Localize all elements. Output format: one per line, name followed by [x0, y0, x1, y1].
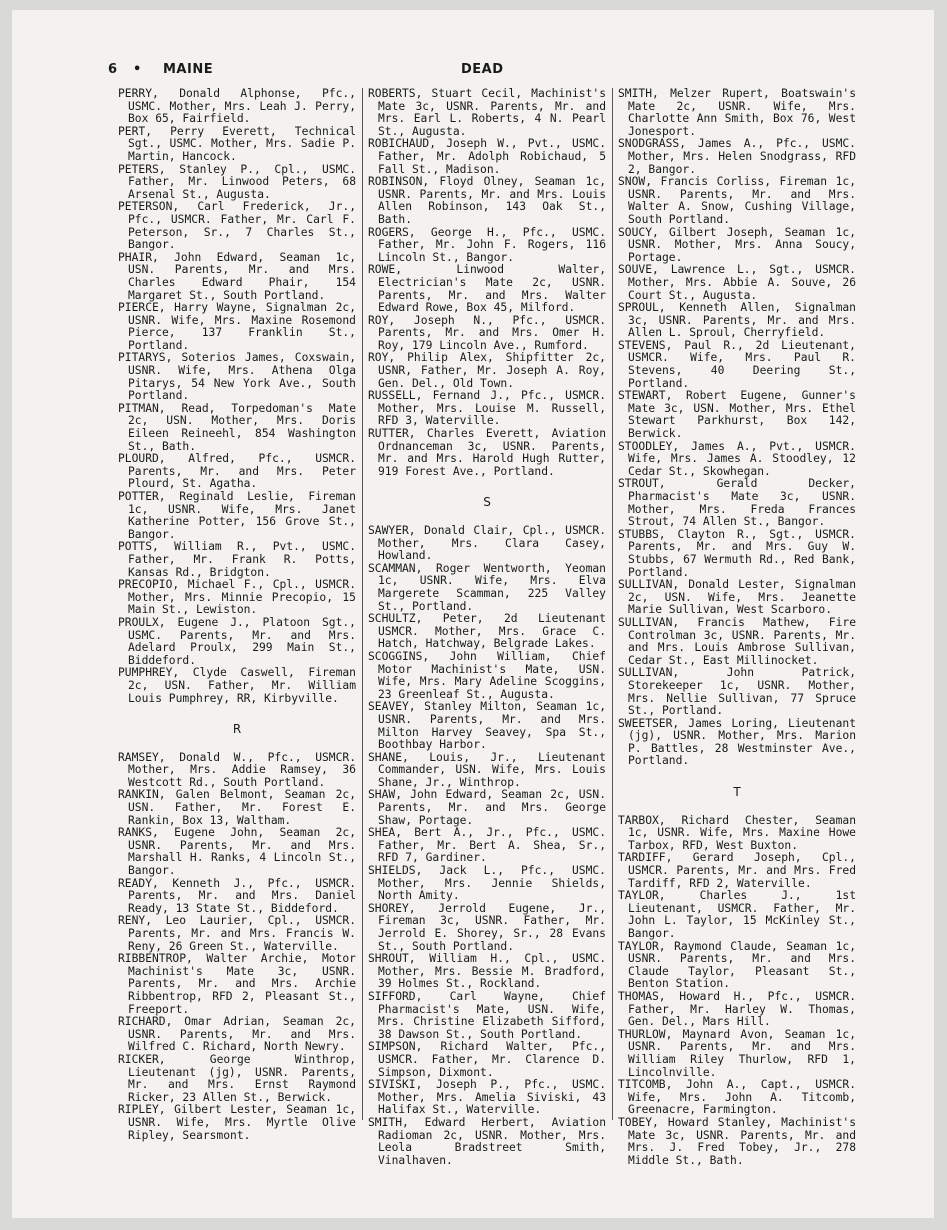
page-number: 6: [108, 62, 118, 77]
list-item: SWEETSER, James Loring, Lieutenant (jg), USNR. Mother, Mrs. Marion P. Battles, 28 Westminster Ave., Portland.: [618, 716, 856, 768]
section-letter: T: [733, 785, 741, 800]
list-item: SIMPSON, Richard Walter, Pfc., USMCR. Father, Mr. Clarence D. Simpson, Dixmont.: [368, 1040, 606, 1079]
list-item: ROY, Philip Alex, Shipfitter 2c, USNR, Father, Mr. Joseph A. Roy, Gen. Del., Old Town.: [368, 351, 606, 390]
list-item: SNOW, Francis Corliss, Fireman 1c, USNR. Parents, Mr. and Mrs. Walter A. Snow, Cushing Village, South Portland.: [618, 175, 856, 226]
list-item: SHAW, John Edward, Seaman 2c, USN. Parents, Mr. and Mrs. George Shaw, Portage.: [368, 788, 606, 827]
list-item: SHANE, Louis, Jr., Lieutenant Commander, USN. Wife, Mrs. Louis Shane, Jr., Winthrop.: [368, 750, 606, 789]
list-item: SPROUL, Kenneth Allen, Signalman 3c, USNR. Parents, Mr. and Mrs. Allen L. Sproul, Cherryfield.: [618, 301, 856, 340]
state-name: MAINE: [163, 62, 214, 77]
list-item: TARBOX, Richard Chester, Seaman 1c, USNR. Wife, Mrs. Maxine Howe Tarbox, RFD, West Buxton.: [618, 813, 856, 852]
entry-list: [118, 752, 356, 1142]
list-item: PLOURD, Alfred, Pfc., USMCR. Parents, Mr. and Mrs. Peter Plourd, St. Agatha.: [118, 452, 356, 491]
list-item: ROY, Joseph N., Pfc., USMCR. Parents, Mr. and Mrs. Omer H. Roy, 179 Lincoln Ave., Rumford.: [368, 313, 606, 352]
list-item: SAWYER, Donald Clair, Cpl., USMCR. Mother, Mrs. Clara Casey, Howland.: [368, 524, 606, 563]
list-item: POTTS, William R., Pvt., USMC. Father, Mr. Frank R. Potts, Kansas Rd., Bridgton.: [118, 540, 356, 579]
page-title: DEAD: [461, 62, 504, 77]
list-item: RANKS, Eugene John, Seaman 2c, USNR. Parents, Mr. and Mrs. Marshall H. Ranks, 4 Lincoln St., Bangor.: [118, 826, 356, 878]
list-item: STROUT, Gerald Decker, Pharmacist's Mate 3c, USNR. Mother, Mrs. Freda Frances Strout, 74 Allen St., Bangor.: [618, 477, 856, 529]
list-item: ROGERS, George H., Pfc., USMC. Father, Mr. John F. Rogers, 116 Lincoln St., Bangor.: [368, 225, 606, 264]
list-item: RUSSELL, Fernand J., Pfc., USMCR. Mother, Mrs. Louise M. Russell, RFD 3, Waterville.: [368, 389, 606, 428]
list-item: PROULX, Eugene J., Platoon Sgt., USMC. Parents, Mr. and Mrs. Adelard Proulx, 299 Main St., Biddeford.: [118, 615, 356, 667]
column-divider: [362, 88, 363, 1120]
list-item: SEAVEY, Stanley Milton, Seaman 1c, USNR. Parents, Mr. and Mrs. Milton Harvey Seavey, Spa St., Boothbay Harbor.: [368, 700, 606, 752]
list-item: STEVENS, Paul R., 2d Lieutenant, USMCR. Wife, Mrs. Paul R. Stevens, 40 Deering St., Portland.: [618, 338, 856, 390]
list-item: PIERCE, Harry Wayne, Signalman 2c, USNR. Wife, Mrs. Maxine Rosemond Pierce, 137 Franklin St., Portland.: [118, 301, 356, 352]
list-item: POTTER, Reginald Leslie, Fireman 1c, USNR. Wife, Mrs. Janet Katherine Potter, 156 Grove St., Bangor.: [118, 490, 356, 541]
list-item: ROWE, Linwood Walter, Electrician's Mate 2c, USNR. Parents, Mr. and Mrs. Walter Edward Rowe, Box 45, Milford.: [368, 263, 606, 315]
list-item: SIVISKI, Joseph P., Pfc., USMC. Mother, Mrs. Amelia Siviski, 43 Halifax St., Waterville.: [368, 1078, 606, 1117]
page-header: [108, 62, 867, 82]
list-item: SMITH, Melzer Rupert, Boatswain's Mate 2c, USNR. Wife, Mrs. Charlotte Ann Smith, Box 76, West Jonesport.: [618, 87, 856, 138]
entry-list: [618, 88, 856, 768]
column-divider: [612, 88, 613, 1120]
entry-list: [618, 815, 856, 1168]
list-item: SHOREY, Jerrold Eugene, Jr., Fireman 3c, USNR. Father, Mr. Jerrold E. Shorey, Sr., 28 Evans St., South Portland.: [368, 901, 606, 953]
section-letter: R: [232, 722, 242, 737]
list-item: PETERSON, Carl Frederick, Jr., Pfc., USMCR. Father, Mr. Carl F. Peterson, Sr., 7 Charles St., Bangor.: [118, 200, 356, 252]
list-item: PETERS, Stanley P., Cpl., USMC. Father, Mr. Linwood Peters, 68 Arsenal St., Augusta.: [118, 162, 356, 201]
list-item: RICKER, George Winthrop, Lieutenant (jg), USNR. Parents, Mr. and Mrs. Ernst Raymond Ricker, 23 Allen St., Berwick.: [118, 1052, 356, 1104]
list-item: PRECOPIO, Michael F., Cpl., USMCR. Mother, Mrs. Minnie Precopio, 15 Main St., Lewiston.: [118, 578, 356, 617]
list-item: SHEA, Bert A., Jr., Pfc., USMC. Father, Mr. Bert A. Shea, Sr., RFD 7, Gardiner.: [368, 826, 606, 865]
list-item: RIPLEY, Gilbert Lester, Seaman 1c, USNR. Wife, Mrs. Myrtle Olive Ripley, Searsmont.: [118, 1103, 356, 1142]
list-item: PUMPHREY, Clyde Caswell, Fireman 2c, USN. Father, Mr. William Louis Pumphrey, RR, Kirbyville.: [118, 666, 356, 705]
list-item: SNODGRASS, James A., Pfc., USMC. Mother, Mrs. Helen Snodgrass, RFD 2, Bangor.: [618, 137, 856, 176]
list-item: RANKIN, Galen Belmont, Seaman 2c, USN. Father, Mr. Forest E. Rankin, Box 13, Waltham.: [118, 788, 356, 827]
list-item: SULLIVAN, Donald Lester, Signalman 2c, USN. Wife, Mrs. Jeanette Marie Sullivan, West Scarboro.: [618, 578, 856, 617]
list-item: SCOGGINS, John William, Chief Motor Machinist's Mate, USN. Wife, Mrs. Mary Adeline Scoggins, 23 Greenleaf St., Augusta.: [368, 649, 606, 701]
list-item: THURLOW, Maynard Avon, Seaman 1c, USNR. Parents, Mr. and Mrs. William Riley Thurlow, RFD 1, Lincolnville.: [618, 1027, 856, 1079]
list-item: PITMAN, Read, Torpedoman's Mate 2c, USN. Mother, Mrs. Doris Eileen Reineehl, 854 Washington St., Bath.: [118, 401, 356, 453]
list-item: TAYLOR, Raymond Claude, Seaman 1c, USNR. Parents, Mr. and Mrs. Claude Taylor, Pleasant St., Benton Station.: [618, 939, 856, 991]
list-item: ROBINSON, Floyd Olney, Seaman 1c, USNR. Parents, Mr. and Mrs. Louis Allen Robinson, 143 Oak St., Bath.: [368, 175, 606, 226]
list-item: RUTTER, Charles Everett, Aviation Ordnanceman 3c, USNR. Parents, Mr. and Mrs. Harold Hugh Rutter, 919 Forest Ave., Portland.: [368, 427, 606, 478]
entry-list: [118, 88, 356, 705]
list-item: THOMAS, Howard H., Pfc., USMCR. Father, Mr. Harley W. Thomas, Gen. Del., Mars Hill.: [618, 989, 856, 1029]
list-item: SOUVE, Lawrence L., Sgt., USMCR. Mother, Mrs. Abbie A. Souve, 26 Court St., Augusta.: [618, 263, 856, 302]
list-item: TARDIFF, Gerard Joseph, Cpl., USMCR. Parents, Mr. and Mrs. Fred Tardiff, RFD 2, Waterville.: [618, 851, 856, 890]
list-item: RAMSEY, Donald W., Pfc., USMCR. Mother, Mrs. Addie Ramsey, 36 Westcott Rd., South Portland.: [118, 750, 356, 789]
list-item: SOUCY, Gilbert Joseph, Seaman 1c, USNR. Mother, Mrs. Anna Soucy, Portage.: [618, 225, 856, 264]
list-item: RIBBENTROP, Walter Archie, Motor Machinist's Mate 3c, USNR. Parents, Mr. and Mrs. Archie Ribbentrop, RFD 2, Pleasant St., Freeport.: [118, 952, 356, 1016]
list-item: SCHULTZ, Peter, 2d Lieutenant USMCR. Mother, Mrs. Grace C. Hatch, Hatchway, Belgrade Lakes.: [368, 612, 606, 651]
list-item: SULLIVAN, John Patrick, Storekeeper 1c, USNR. Mother, Mrs. Nellie Sullivan, 77 Spruce St., Portland.: [618, 666, 856, 718]
list-item: PERRY, Donald Alphonse, Pfc., USMC. Mother, Mrs. Leah J. Perry, Box 65, Fairfield.: [118, 87, 356, 126]
entry-list: [368, 525, 606, 1167]
section-letter: S: [483, 495, 491, 510]
list-item: SULLIVAN, Francis Mathew, Fire Controlman 3c, USNR. Parents, Mr. and Mrs. Louis Ambrose Sullivan, Cedar St., East Millinocket.: [618, 615, 856, 667]
list-item: TAYLOR, Charles J., 1st Lieutenant, USMCR. Father, Mr. John L. Taylor, 15 McKinley St., Bangor.: [618, 889, 856, 940]
list-item: ROBICHAUD, Joseph W., Pvt., USMC. Father, Mr. Adolph Robichaud, 5 Fall St., Madison.: [368, 137, 606, 176]
entry-list: [368, 88, 606, 478]
list-item: ROBERTS, Stuart Cecil, Machinist's Mate 3c, USNR. Parents, Mr. and Mrs. Earl L. Roberts, 4 N. Pearl St., Augusta.: [368, 87, 606, 138]
list-item: STUBBS, Clayton R., Sgt., USMCR. Parents, Mr. and Mrs. Guy W. Stubbs, 67 Wermuth Rd., Red Bank, Portland.: [618, 527, 856, 579]
list-item: SHIELDS, Jack L., Pfc., USMC. Mother, Mrs. Jennie Shields, North Amity.: [368, 864, 606, 903]
column-3: [618, 88, 856, 1167]
list-item: PERT, Perry Everett, Technical Sgt., USMC. Mother, Mrs. Sadie P. Martin, Hancock.: [118, 124, 356, 163]
column-2: [368, 88, 606, 1167]
list-item: SHROUT, William H., Cpl., USMC. Mother, Mrs. Bessie M. Bradford, 39 Holmes St., Rockland.: [368, 952, 606, 991]
list-item: RICHARD, Omar Adrian, Seaman 2c, USNR. Parents, Mr. and Mrs. Wilfred C. Richard, North Newry.: [118, 1015, 356, 1054]
column-1: [118, 88, 356, 1142]
list-item: TOBEY, Howard Stanley, Machinist's Mate 3c, USNR. Parents, Mr. and Mrs. J. Fred Tobey, Jr., 278 Middle St., Bath.: [618, 1115, 856, 1167]
list-item: SIFFORD, Carl Wayne, Chief Pharmacist's Mate, USN. Wife, Mrs. Christine Elizabeth Sifford, 38 Dawson St., South Portland.: [368, 989, 606, 1041]
list-item: TITCOMB, John A., Capt., USMCR. Wife, Mrs. John A. Titcomb, Greenacre, Farmington.: [618, 1078, 856, 1117]
list-item: SCAMMAN, Roger Wentworth, Yeoman 1c, USNR. Wife, Mrs. Elva Margerete Scamman, 225 Valley St., Portland.: [368, 561, 606, 613]
list-item: PHAIR, John Edward, Seaman 1c, USN. Parents, Mr. and Mrs. Charles Edward Phair, 154 Margaret St., South Portland.: [118, 250, 356, 302]
header-bullet: •: [133, 62, 142, 77]
list-item: SMITH, Edward Herbert, Aviation Radioman 2c, USNR. Mother, Mrs. Leola Bradstreet Smith, Vinalhaven.: [368, 1115, 606, 1167]
list-item: PITARYS, Soterios James, Coxswain, USNR. Wife, Mrs. Athena Olga Pitarys, 54 New York Ave., South Portland.: [118, 351, 356, 403]
list-item: STEWART, Robert Eugene, Gunner's Mate 3c, USN. Mother, Mrs. Ethel Stewart Parkhurst, Box 142, Berwick.: [618, 389, 856, 441]
list-item: READY, Kenneth J., Pfc., USMCR. Parents, Mr. and Mrs. Daniel Ready, 13 State St., Biddeford.: [118, 876, 356, 915]
list-item: STOODLEY, James A., Pvt., USMCR. Wife, Mrs. James A. Stoodley, 12 Cedar St., Skowhegan.: [618, 439, 856, 478]
list-item: RENY, Leo Laurier, Cpl., USMCR. Parents, Mr. and Mrs. Francis W. Reny, 26 Green St., Waterville.: [118, 914, 356, 953]
